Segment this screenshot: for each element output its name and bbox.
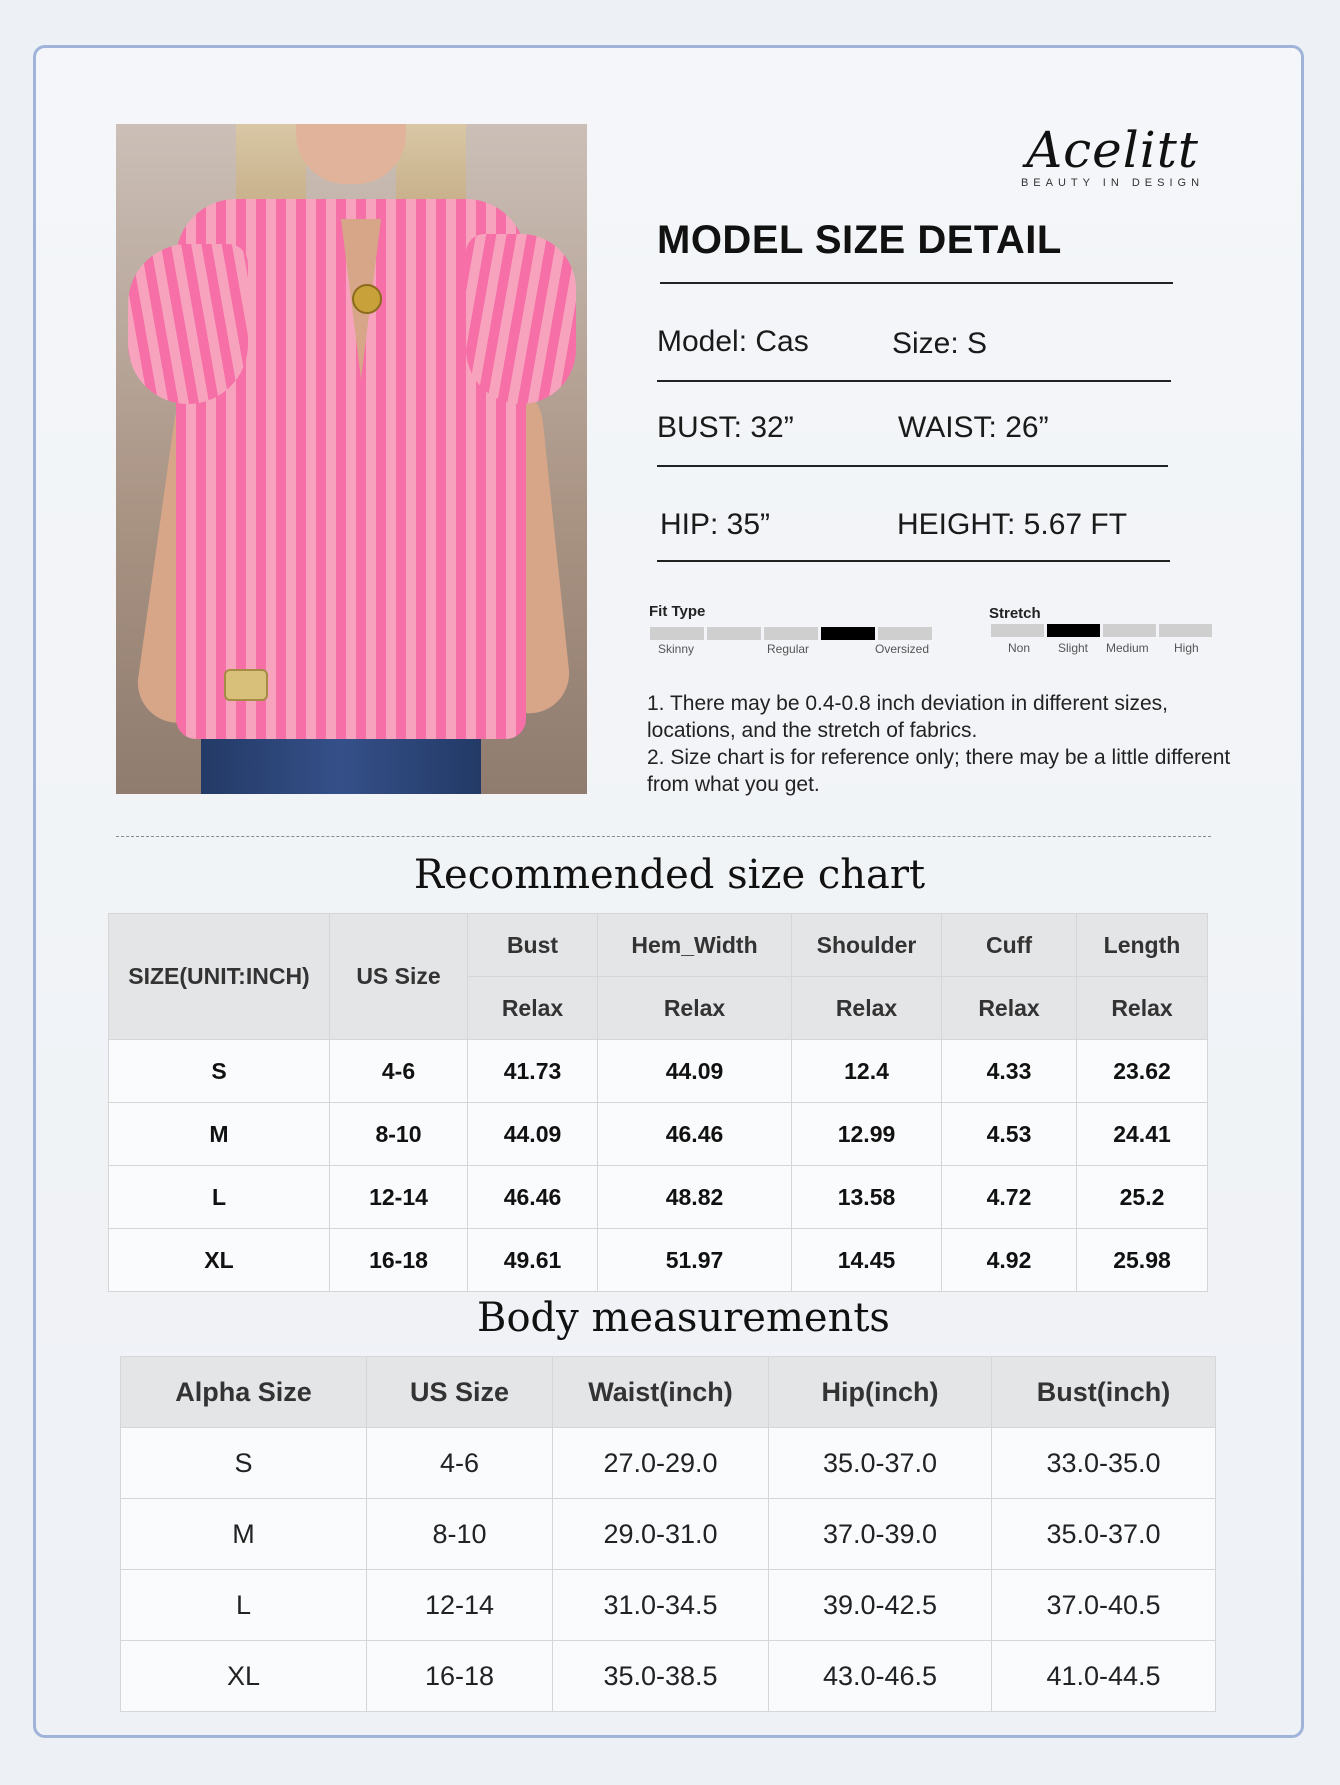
body-chart-title: Body measurements	[477, 1295, 890, 1341]
stretch-title: Stretch	[989, 605, 1041, 622]
scale-segment	[764, 627, 818, 640]
table-row	[109, 1040, 1208, 1103]
model-size-title: MODEL SIZE DETAIL	[657, 218, 1062, 262]
table-cell: 12-14	[367, 1570, 553, 1641]
table-row	[109, 1166, 1208, 1229]
model-photo	[116, 124, 587, 794]
table-cell: 44.09	[468, 1103, 598, 1166]
header-hem-width: Hem_Width	[598, 914, 792, 977]
header-waist: Waist(inch)	[553, 1357, 769, 1428]
size-chart-table	[108, 913, 1208, 1292]
table-cell: 4.92	[942, 1229, 1077, 1292]
table-cell: 4.33	[942, 1040, 1077, 1103]
divider	[657, 465, 1168, 467]
table-row	[121, 1641, 1216, 1712]
body-measurements-table	[120, 1356, 1216, 1712]
scale-segment	[991, 624, 1044, 637]
stretch-label-slight: Slight	[1058, 641, 1089, 655]
table-row	[121, 1428, 1216, 1499]
stretch-label-high: High	[1174, 641, 1199, 655]
table-cell: 4-6	[367, 1428, 553, 1499]
divider	[657, 380, 1171, 382]
subheader-relax: Relax	[598, 977, 792, 1040]
fit-label-regular: Regular	[767, 642, 810, 656]
table-row	[121, 1570, 1216, 1641]
model-bust: BUST: 32”	[657, 411, 794, 444]
table-cell: 43.0-46.5	[769, 1641, 992, 1712]
table-cell: 4.53	[942, 1103, 1077, 1166]
header-bust: Bust(inch)	[992, 1357, 1216, 1428]
header-length: Length	[1077, 914, 1208, 977]
size-chart-title: Recommended size chart	[413, 852, 926, 898]
table-cell: S	[109, 1040, 330, 1103]
table-cell: 27.0-29.0	[553, 1428, 769, 1499]
table-cell: 8-10	[330, 1103, 468, 1166]
header-hip: Hip(inch)	[769, 1357, 992, 1428]
scale-segment	[1103, 624, 1156, 637]
table-cell: 8-10	[367, 1499, 553, 1570]
table-cell: 13.58	[792, 1166, 942, 1229]
subheader-relax: Relax	[1077, 977, 1208, 1040]
table-cell: XL	[109, 1229, 330, 1292]
table-row	[109, 1103, 1208, 1166]
table-cell: 41.73	[468, 1040, 598, 1103]
scale-segment	[1047, 624, 1100, 637]
table-row	[121, 1499, 1216, 1570]
fit-type-scale	[650, 627, 932, 640]
header-us-size: US Size	[367, 1357, 553, 1428]
header-us-size: US Size	[330, 914, 468, 1040]
table-cell: 25.2	[1077, 1166, 1208, 1229]
table-cell: M	[121, 1499, 367, 1570]
table-cell: L	[109, 1166, 330, 1229]
table-cell: XL	[121, 1641, 367, 1712]
header-shoulder: Shoulder	[792, 914, 942, 977]
table-cell: 12.99	[792, 1103, 942, 1166]
table-cell: 12.4	[792, 1040, 942, 1103]
subheader-relax: Relax	[942, 977, 1077, 1040]
table-cell: 4.72	[942, 1166, 1077, 1229]
table-cell: 16-18	[330, 1229, 468, 1292]
table-cell: L	[121, 1570, 367, 1641]
header-bust: Bust	[468, 914, 598, 977]
model-height: HEIGHT: 5.67 FT	[897, 508, 1128, 541]
subheader-relax: Relax	[792, 977, 942, 1040]
model-hip: HIP: 35”	[660, 508, 771, 541]
fit-type-title: Fit Type	[649, 603, 706, 620]
table-cell: 35.0-37.0	[769, 1428, 992, 1499]
model-waist: WAIST: 26”	[898, 411, 1049, 444]
table-cell: 16-18	[367, 1641, 553, 1712]
fit-label-skinny: Skinny	[658, 642, 695, 656]
divider	[660, 282, 1173, 284]
table-cell: 25.98	[1077, 1229, 1208, 1292]
table-cell: 41.0-44.5	[992, 1641, 1216, 1712]
brand-logo	[1000, 121, 1225, 189]
table-cell: 35.0-37.0	[992, 1499, 1216, 1570]
header-cuff: Cuff	[942, 914, 1077, 977]
stretch-scale	[991, 624, 1212, 637]
model-name: Model: Cas	[657, 325, 809, 358]
scale-segment	[650, 627, 704, 640]
table-cell: 49.61	[468, 1229, 598, 1292]
table-cell: 44.09	[598, 1040, 792, 1103]
stretch-label-non: Non	[1008, 641, 1031, 655]
table-cell: M	[109, 1103, 330, 1166]
table-cell: 39.0-42.5	[769, 1570, 992, 1641]
size-notes	[647, 690, 1237, 798]
table-cell: 14.45	[792, 1229, 942, 1292]
table-cell: 4-6	[330, 1040, 468, 1103]
fit-label-oversized: Oversized	[875, 642, 930, 656]
stretch-label-medium: Medium	[1106, 641, 1149, 655]
table-cell: 46.46	[598, 1103, 792, 1166]
table-cell: 24.41	[1077, 1103, 1208, 1166]
subheader-relax: Relax	[468, 977, 598, 1040]
table-row	[109, 1229, 1208, 1292]
scale-segment	[821, 627, 875, 640]
table-cell: 37.0-40.5	[992, 1570, 1216, 1641]
brand-tagline: BEAUTY IN DESIGN	[1020, 177, 1205, 189]
header-size: SIZE(UNIT:INCH)	[109, 914, 330, 1040]
model-size: Size: S	[892, 327, 988, 360]
table-cell: 48.82	[598, 1166, 792, 1229]
table-cell: 33.0-35.0	[992, 1428, 1216, 1499]
scale-segment	[1159, 624, 1212, 637]
table-cell: 31.0-34.5	[553, 1570, 769, 1641]
table-cell: 29.0-31.0	[553, 1499, 769, 1570]
note-2: 2. Size chart is for reference only; there may be a little different from what you get.	[647, 746, 1231, 796]
note-1: 1. There may be 0.4-0.8 inch deviation in different sizes, locations, and the stretch of fabrics.	[647, 692, 1169, 742]
table-cell: 12-14	[330, 1166, 468, 1229]
table-cell: 51.97	[598, 1229, 792, 1292]
table-cell: S	[121, 1428, 367, 1499]
scale-segment	[878, 627, 932, 640]
brand-name: Acelitt	[1026, 121, 1199, 179]
divider	[657, 560, 1170, 562]
header-alpha-size: Alpha Size	[121, 1357, 367, 1428]
table-cell: 46.46	[468, 1166, 598, 1229]
table-cell: 37.0-39.0	[769, 1499, 992, 1570]
dashed-divider	[116, 836, 1211, 837]
table-cell: 35.0-38.5	[553, 1641, 769, 1712]
scale-segment	[707, 627, 761, 640]
table-cell: 23.62	[1077, 1040, 1208, 1103]
